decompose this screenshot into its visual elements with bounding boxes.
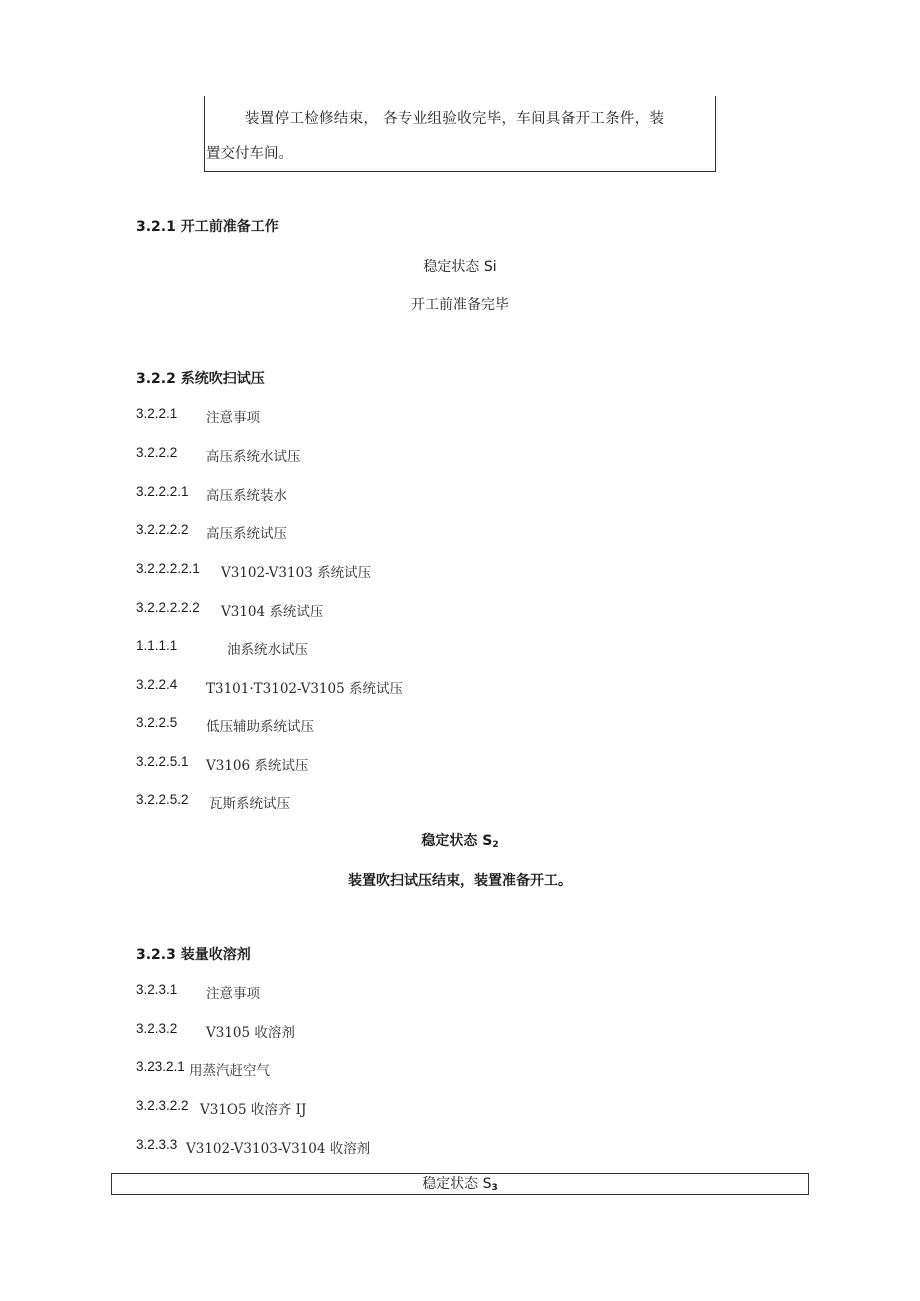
item-text: T3101·T3102-V3105 系统试压 (206, 681, 403, 697)
heading-3-2-2: 3.2.2 系统吹扫试压 (136, 371, 265, 387)
item-number: 3.2.3.2 (136, 1021, 178, 1036)
state-s1-title: 稳定状态 Si (423, 259, 497, 275)
state-s2-desc: 装置吹扫试压结束，装置准备开工。 (348, 873, 572, 889)
item-number: 3.2.3.2.2 (136, 1098, 189, 1113)
intro-line-2: 置交付车间。 (206, 146, 293, 162)
item-number: 3.2.2.2.2 (136, 522, 189, 537)
state-s3-title: 稳定状态 S (422, 1176, 492, 1192)
item-number: 3.2.2.5.1 (136, 754, 189, 769)
item-number: 3.2.3.1 (136, 982, 178, 997)
state-s2-subscript: 2 (492, 840, 499, 850)
item-text: V3105 收溶剂 (206, 1025, 295, 1041)
state-s2-title (0, 830, 920, 850)
intro-line-1: 装置停工检修结束， 各专业组验收完毕，车间具备开工条件，装 (245, 111, 665, 127)
item-number: 3.2.2.2 (136, 445, 178, 460)
item-text: 高压系统试压 (206, 526, 287, 542)
state-s2-title-text: 稳定状态 S (421, 833, 493, 849)
item-text: 低压辅助系统试压 (206, 719, 314, 735)
item-number: 1.1.1.1 (136, 638, 178, 653)
item-number: 3.2.3.3 (136, 1137, 178, 1152)
intro-box (204, 96, 716, 172)
item-text: 瓦斯系统试压 (209, 796, 290, 812)
state-s3-box (111, 1173, 809, 1195)
item-number: 3.2.2.5 (136, 715, 178, 730)
item-text: V31O5 收溶齐 IJ (200, 1102, 307, 1118)
item-text: 用蒸汽赶空气 (189, 1063, 270, 1079)
item-number: 3.2.2.1 (136, 406, 178, 421)
item-number: 3.2.2.2.1 (136, 484, 189, 499)
item-text: V3106 系统试压 (206, 758, 309, 774)
heading-3-2-3: 3.2.3 装量收溶剂 (136, 947, 251, 963)
item-number: 3.2.2.2.2.2 (136, 600, 200, 615)
item-text: 注意事项 (206, 986, 260, 1002)
item-text: 注意事项 (206, 410, 260, 426)
item-text: 高压系统装水 (206, 488, 287, 504)
item-text: 高压系统水试压 (206, 449, 301, 465)
item-number: 3.2.2.5.2 (136, 792, 189, 807)
item-text: V3102-V3103 系统试压 (221, 565, 372, 581)
item-number: 3.23.2.1 (136, 1059, 185, 1074)
state-s3-subscript: 3 (491, 1183, 498, 1193)
item-text: 油系统水试压 (227, 642, 308, 658)
item-text: V3104 系统试压 (221, 604, 324, 620)
item-number: 3.2.2.2.2.1 (136, 561, 200, 576)
item-number: 3.2.2.4 (136, 677, 178, 692)
heading-3-2-1: 3.2.1 开工前准备工作 (136, 219, 279, 235)
state-s1-desc: 开工前准备完毕 (411, 297, 509, 313)
item-text: V3102-V3103-V3104 收溶剂 (186, 1141, 371, 1157)
